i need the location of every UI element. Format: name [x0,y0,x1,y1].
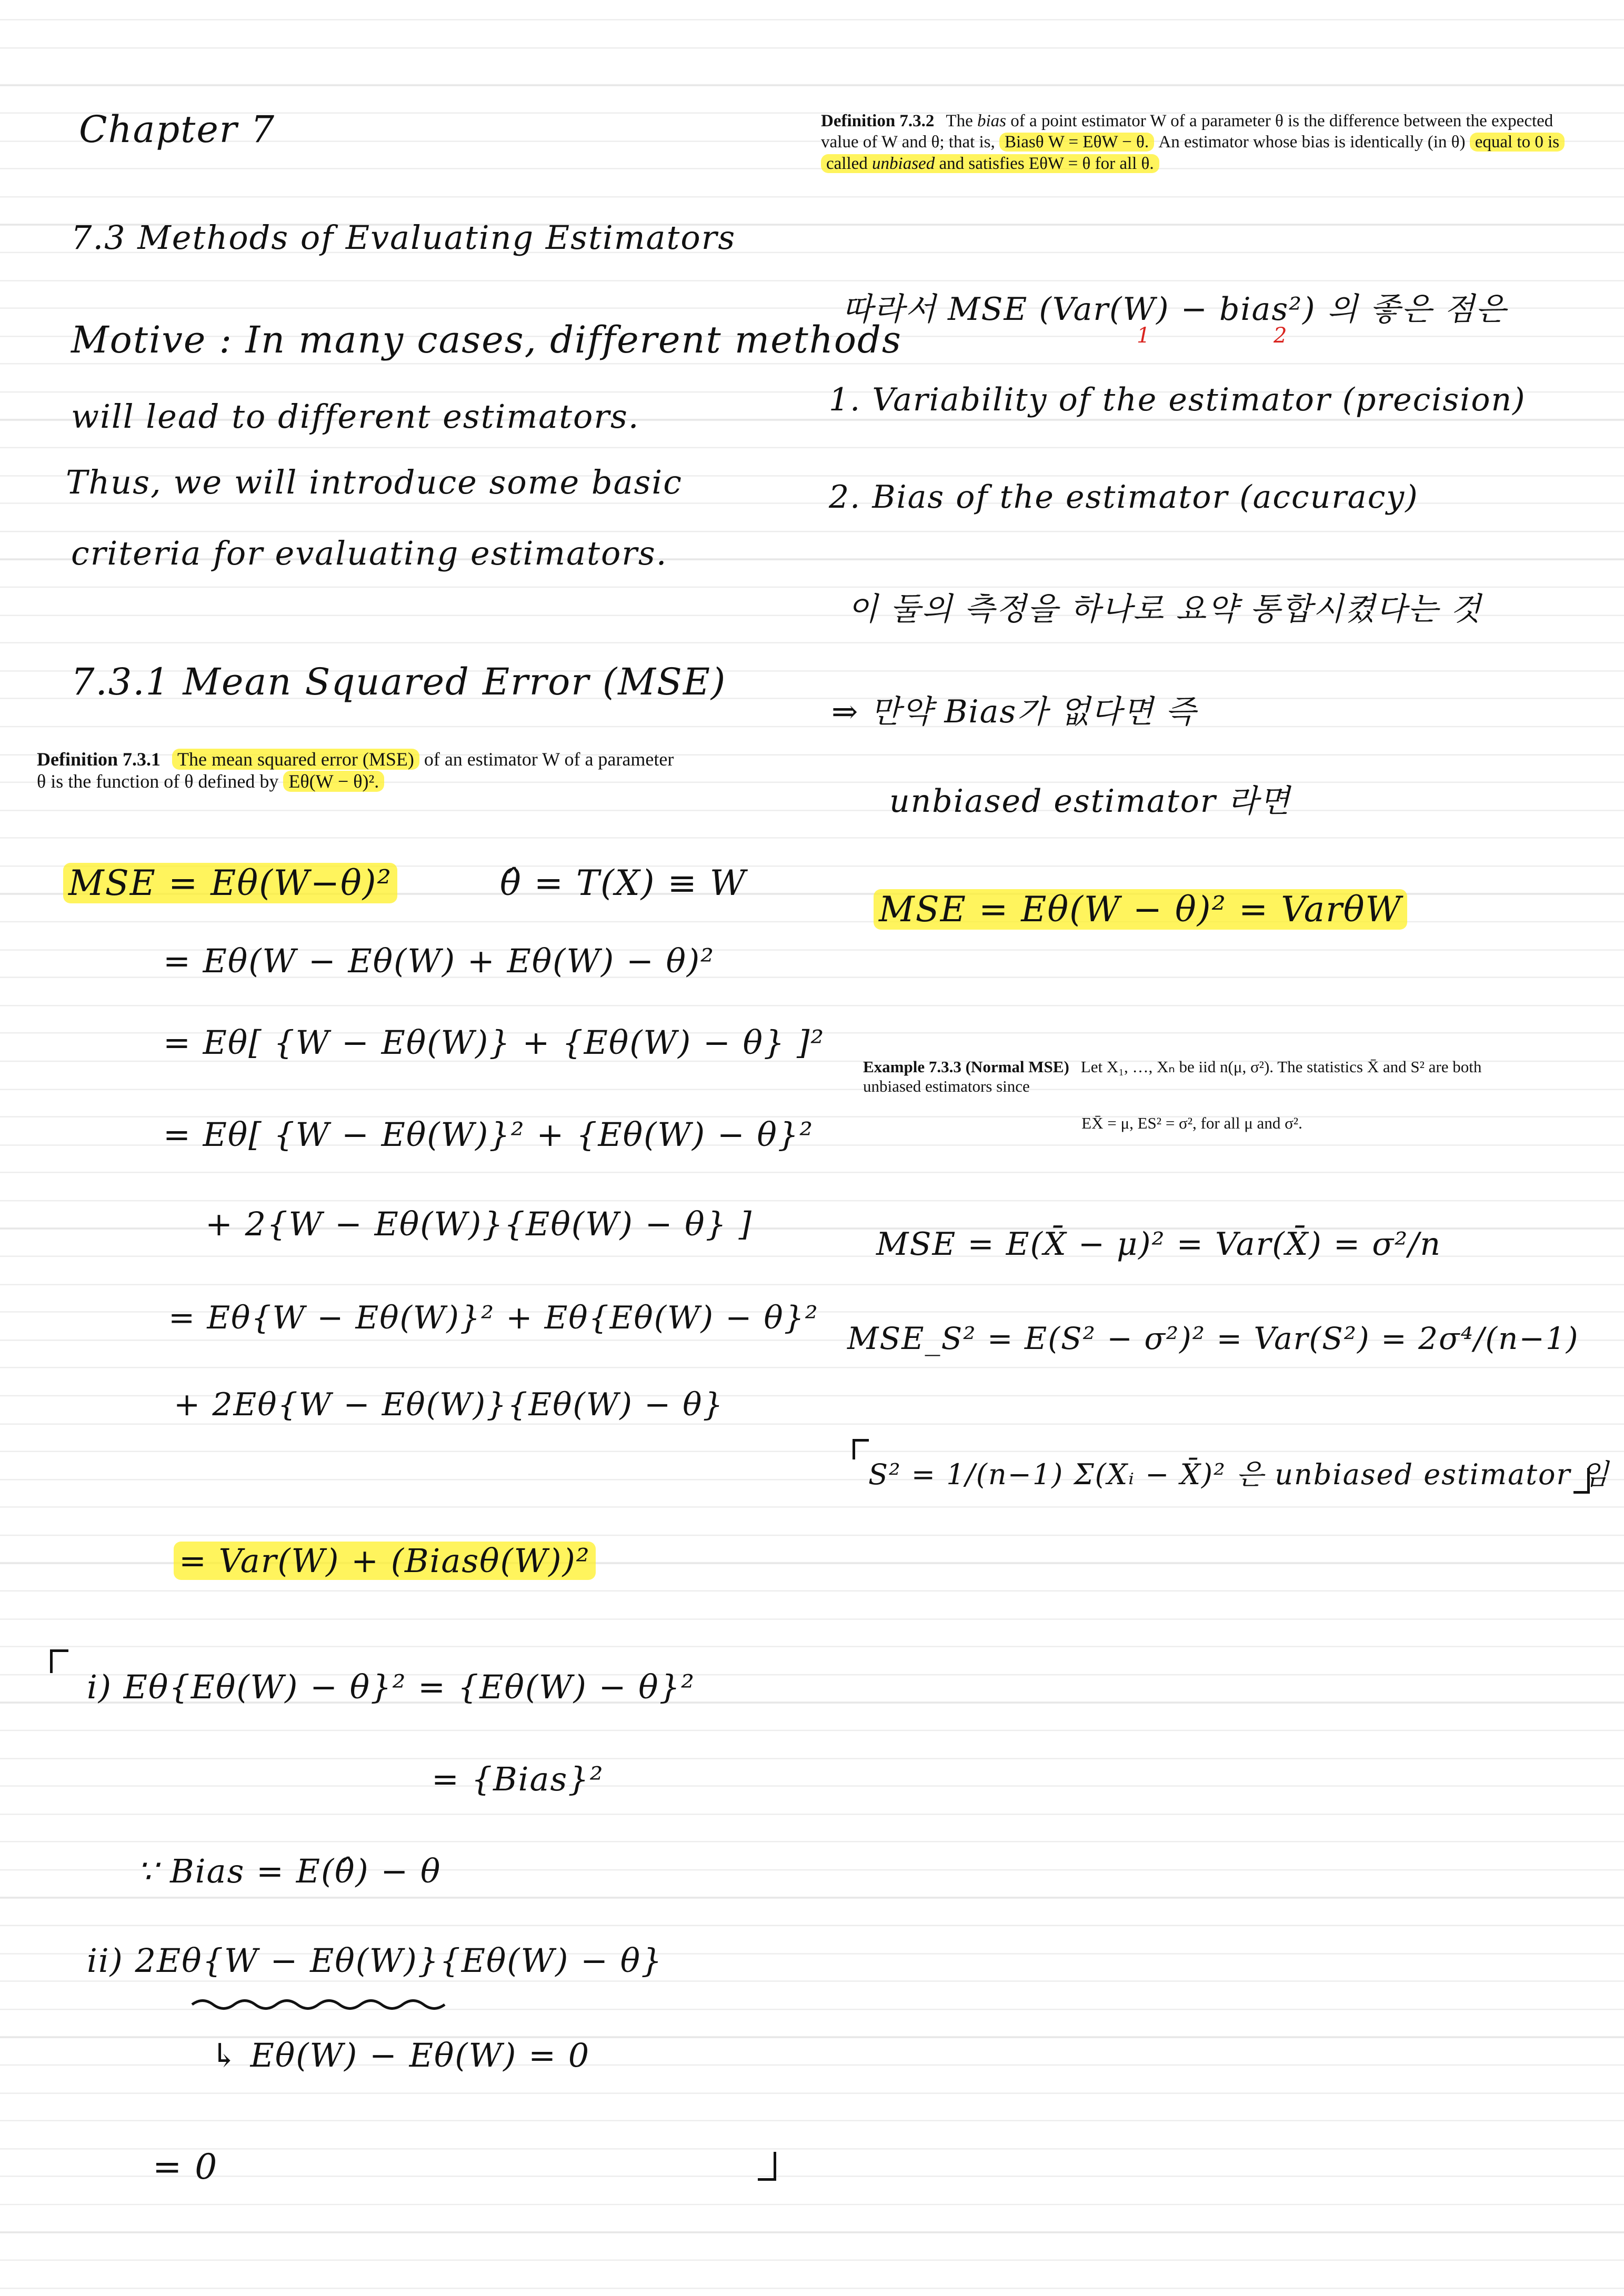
chapter-heading: Chapter 7 [79,108,275,151]
derivation-line-4: = Eθ[ {W − Eθ(W)}² + {Eθ(W) − θ}² [163,1115,814,1154]
motive-line-3: Thus, we will introduce some basic [66,463,683,501]
bracket-open-right [853,1439,869,1459]
note-ii-line-1: ii) 2Eθ{W − Eθ(W)}{Eθ(W) − θ} [87,1941,663,1980]
definition-7-3-2 [821,110,1563,174]
definition-label: Definition 7.3.1 [37,749,161,770]
def-text-h: and satisfies EθW = θ for all θ. [935,154,1154,173]
label-two: 2 [1274,324,1288,348]
definition-label: Definition 7.3.2 [821,112,935,130]
derivation-line-6: = Eθ{W − Eθ(W)}² + Eθ{Eθ(W) − θ}² [168,1300,819,1336]
unbiased-estimator-line: unbiased estimator 라면 [889,783,1291,820]
derivation-line-7: + 2Eθ{W − Eθ(W)}{Eθ(W) − θ} [174,1386,724,1423]
derivation-line-8 [174,1542,596,1580]
mse-definition-highlight: MSE = Eθ(W−θ)² [63,863,397,903]
mse-formula-highlight: Eθ(W − θ)². [283,771,384,792]
korean-combined: 이 둘의 측정을 하나로 요약 통합시켰다는 것 [847,591,1482,628]
note-i-line-1: i) Eθ{Eθ(W) − θ}² = {Eθ(W) − θ}² [87,1668,695,1706]
def-text-a: The [946,112,977,130]
derivation-line-2: = Eθ(W − Eθ(W) + Eθ(W) − θ)² [163,942,715,980]
note-i-line-2: = {Bias}² [432,1760,604,1798]
def-text-c: of a point estimator W of a parameter θ is the difference between the expected value of W and θ; that is, [821,112,1553,152]
definition-text: of an estimator W of a parameter [419,749,674,770]
motive-line-4: criteria for evaluating estimators. [71,534,668,572]
subsection-heading: 7.3.1 Mean Squared Error (MSE) [71,660,727,703]
mse-variance-highlight: MSE = Eθ(W − θ)² = VarθW [874,889,1407,930]
bias-formula-highlight: Biasθ W = EθW − θ. [999,133,1154,152]
estimator-aside: θ̂ = T(X) ≡ W [500,863,747,903]
criterion-2: 2. Bias of the estimator (accuracy) [829,479,1419,516]
wavy-underline [189,1994,453,2015]
definition-7-3-1 [37,748,784,793]
bracket-close [758,2152,776,2181]
sample-variance-definition: S² = 1/(n−1) Σ(Xᵢ − X̄)² 은 unbiased estimator 임 [868,1458,1610,1491]
mse-equals-variance [874,889,1407,930]
mse-sample-variance: MSE_S² = E(S² − σ²)² = Var(S²) = 2σ⁴/(n−1) [847,1321,1579,1356]
example-7-3-3 [863,1058,1542,1133]
derivation-line-5: + 2{W − Eθ(W)}{Eθ(W) − θ} ] [205,1205,753,1243]
bias-term: bias [977,112,1006,130]
mse-term-highlight: The mean squared error (MSE) [172,749,419,770]
label-one: 1 [1137,324,1151,348]
note-ii-result: = 0 [153,2147,218,2187]
section-heading: 7.3 Methods of Evaluating Estimators [71,218,736,257]
unbiased-term: unbiased [872,154,935,173]
derivation-line-1 [63,863,397,903]
motive-line-1: Motive : In many cases, different methods [71,318,902,361]
bracket-open [50,1649,68,1673]
def-text-f: equal to 0 is called [826,133,1560,173]
criterion-1: 1. Variability of the estimator (precision) [829,381,1526,418]
motive-line-2: will lead to different estimators. [71,397,640,436]
result-highlight: = Var(W) + (Biasθ(W))² [174,1542,596,1580]
mse-sample-mean: MSE = E(X̄ − μ)² = Var(X̄) = σ²/n [876,1226,1442,1263]
example-label: Example 7.3.3 (Normal MSE) [863,1058,1069,1076]
korean-if-no-bias: ⇒ 만약 Bias가 없다면 즉 [831,693,1197,730]
example-formula: EX̄ = μ, ES² = σ², for all μ and σ². [1081,1114,1302,1133]
example-text: Let X₁, …, Xₙ be iid n(μ, σ²). The statistics X̄ and S² are both unbiased estimators since [863,1058,1482,1095]
korean-summary-line: 따라서 MSE (Var(W) − bias²) 의 좋은 점은 [842,291,1507,328]
derivation-line-3: = Eθ[ {W − Eθ(W)} + {Eθ(W) − θ} ]² [163,1023,825,1062]
note-because: ∵ Bias = E(θ̂) − θ [137,1852,442,1890]
note-ii-line-2: ↳ Eθ(W) − Eθ(W) = 0 [210,2036,590,2075]
bracket-close-right [1573,1468,1590,1494]
definition-text-2: θ is the function of θ defined by [37,771,284,792]
def-text-e: An estimator whose bias is identically (in θ) [1154,133,1470,152]
